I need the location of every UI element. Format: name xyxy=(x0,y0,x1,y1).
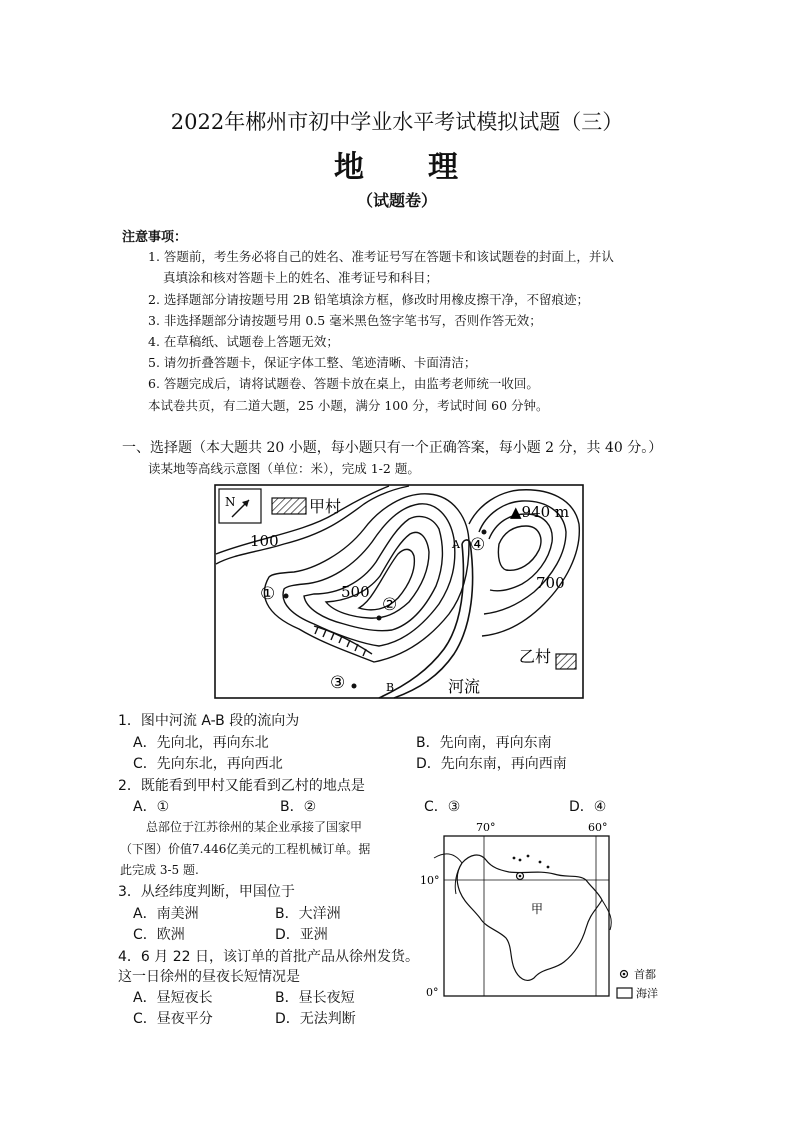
map-frame xyxy=(444,836,609,996)
point-4-dot xyxy=(482,530,487,535)
river-label: 河流 xyxy=(448,677,481,696)
contour-label-100: 100 xyxy=(250,532,279,550)
country-label: 甲 xyxy=(531,902,544,916)
intro-3-5-line-2: （下图）价值7.446亿美元的工程机械订单。据 xyxy=(120,842,371,856)
subject-char-1: 地 xyxy=(334,150,366,185)
point-4-label: ④ xyxy=(470,535,486,555)
notice-summary: 本试卷共页，有二道大题，25 小题，满分 100 分，考试时间 60 分钟。 xyxy=(148,398,549,413)
country-map xyxy=(414,818,674,1008)
point-3-label: ③ xyxy=(330,673,346,693)
legend-ocean-icon xyxy=(617,988,632,998)
q1-option-a: A．先向北，再向东北 xyxy=(133,735,269,751)
q4-option-c: C．昼夜平分 xyxy=(133,1011,213,1027)
point-3-dot xyxy=(352,684,357,689)
notice-line-6: 6. 答题完成后，请将试题卷、答题卡放在桌上，由监考老师统一收回。 xyxy=(148,376,539,391)
notice-line-3: 3. 非选择题部分请按题号用 0.5 毫米黑色签字笔书写，否则作答无效； xyxy=(148,313,542,328)
q2-option-a: A．① xyxy=(133,799,170,815)
q1-option-b: B．先向南，再向东南 xyxy=(416,735,552,751)
lat-10-label: 10° xyxy=(420,874,440,887)
notice-line-5: 5. 请勿折叠答题卡，保证字体工整、笔迹清晰、卡面清洁； xyxy=(148,355,477,370)
notice-heading: 注意事项： xyxy=(122,230,188,245)
q4-option-b: B．昼长夜短 xyxy=(275,990,355,1006)
peak-label: ▲940 m xyxy=(510,503,570,521)
paper-kind: （试题卷） xyxy=(356,191,437,210)
point-2-label: ② xyxy=(382,595,398,615)
q3-option-a: A．南美洲 xyxy=(133,906,199,922)
village-a-symbol xyxy=(272,498,306,514)
contour-label-700: 700 xyxy=(536,574,565,592)
exam-title: 2022年郴州市初中学业水平考试模拟试题（三） xyxy=(170,110,624,134)
north-label: N xyxy=(225,495,236,509)
q3-option-c: C．欧洲 xyxy=(133,927,185,943)
contour-map xyxy=(214,484,584,699)
q1-option-d: D．先向东南，再向西南 xyxy=(416,756,567,772)
q3-option-d: D．亚洲 xyxy=(275,927,328,943)
section-heading: 一、选择题（本大题共 20 小题，每小题只有一个正确答案，每小题 2 分，共 40 分。） xyxy=(122,440,663,456)
notice-line-1-cont: 真填涂和核对答题卡上的姓名、准考证号和科目； xyxy=(163,270,439,285)
subject-char-2: 理 xyxy=(428,150,460,185)
q2-option-d: D．④ xyxy=(569,799,607,815)
lon-60-label: 60° xyxy=(588,821,608,834)
q2-option-c: C．③ xyxy=(424,799,461,815)
point-b-label: B xyxy=(386,681,395,694)
notice-line-1: 1. 答题前，考生务必将自己的姓名、准考证号写在答题卡和该试题卷的封面上，并认 xyxy=(148,249,614,264)
notice-line-4: 4. 在草稿纸、试题卷上答题无效； xyxy=(148,334,339,349)
legend-capital-label: 首都 xyxy=(634,968,656,981)
lon-70-label: 70° xyxy=(476,821,496,834)
intro-3-5-line-1: 总部位于江苏徐州的某企业承接了国家甲 xyxy=(146,820,363,834)
village-b-label: 乙村 xyxy=(519,647,552,666)
village-b-symbol xyxy=(556,654,576,669)
q1-option-c: C．先向东北，再向西北 xyxy=(133,756,283,772)
q3-option-b: B．大洋洲 xyxy=(275,906,341,922)
q2-option-b: B．② xyxy=(280,799,317,815)
q2-stem: 2．既能看到甲村又能看到乙村的地点是 xyxy=(118,778,365,794)
q4-stem-line-1: 4．6 月 22 日，该订单的首批产品从徐州发货。 xyxy=(118,949,419,965)
q4-stem-line-2: 这一日徐州的昼夜长短情况是 xyxy=(118,969,300,985)
notice-line-2: 2. 选择题部分请按题号用 2B 铅笔填涂方框，修改时用橡皮擦干净，不留痕迹； xyxy=(148,292,589,307)
q4-option-a: A．昼短夜长 xyxy=(133,990,213,1006)
point-2-dot xyxy=(377,616,382,621)
q4-option-d: D．无法判断 xyxy=(275,1011,356,1027)
subject-title xyxy=(0,142,794,186)
village-a-label: 甲村 xyxy=(309,497,342,516)
point-1-dot xyxy=(284,594,289,599)
section-intro: 读某地等高线示意图（单位：米），完成 1-2 题。 xyxy=(148,461,420,476)
q3-stem: 3．从经纬度判断，甲国位于 xyxy=(118,884,295,900)
lat-0-label: 0° xyxy=(426,986,439,999)
point-a-label: A xyxy=(452,538,460,551)
point-1-label: ① xyxy=(260,584,276,604)
legend-ocean-label: 海洋 xyxy=(636,987,658,1000)
intro-3-5-line-3: 此完成 3-5 题. xyxy=(120,863,199,877)
q1-stem: 1．图中河流 A-B 段的流向为 xyxy=(118,713,300,729)
contour-label-500: 500 xyxy=(341,583,370,601)
